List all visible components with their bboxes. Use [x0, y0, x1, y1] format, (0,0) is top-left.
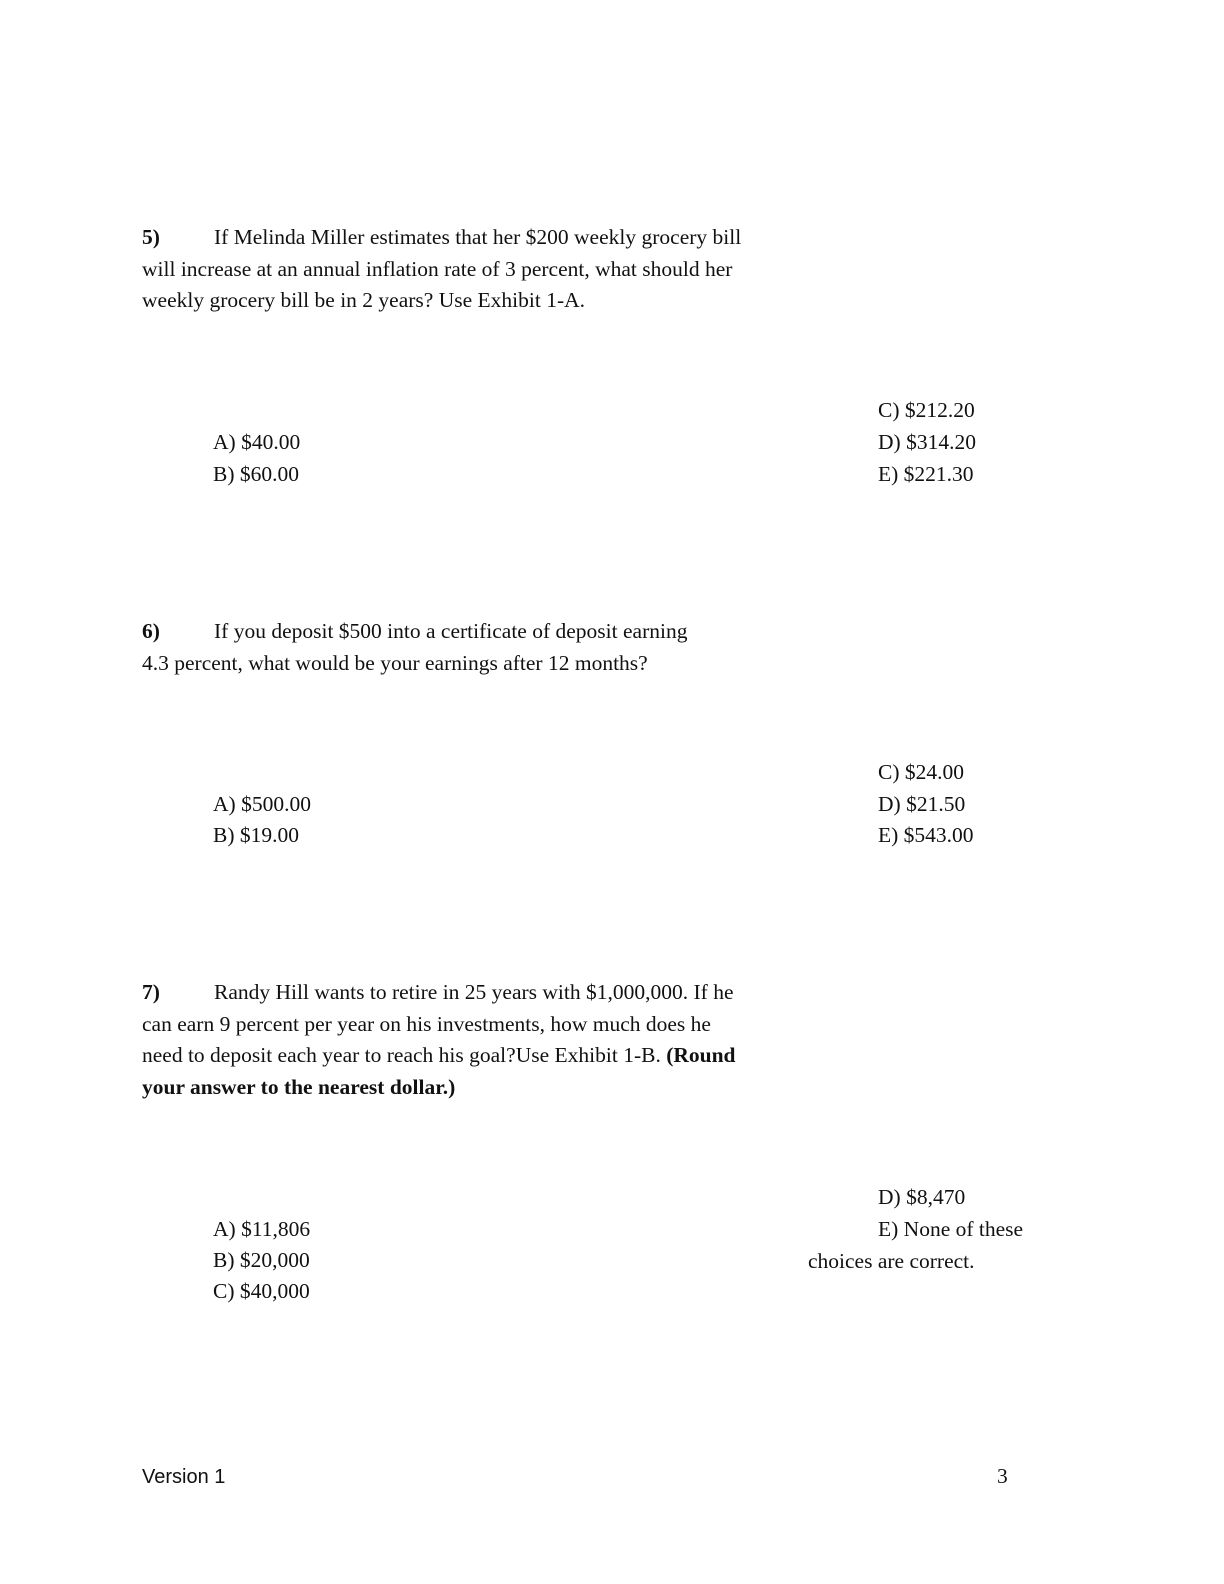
- choice-value: $21.50: [906, 792, 966, 816]
- choice-label: B): [213, 1248, 235, 1272]
- choice-label: A): [213, 1217, 236, 1241]
- choice-value: $40,000: [239, 1279, 310, 1303]
- question-number: 7): [142, 980, 160, 1004]
- choice-e[interactable]: [878, 459, 974, 491]
- choice-value: None of these: [903, 1217, 1024, 1241]
- choice-value: $20,000: [239, 1248, 310, 1272]
- question-number: 5): [142, 225, 160, 249]
- question-number: 6): [142, 619, 160, 643]
- question-6: [142, 616, 712, 679]
- choice-c[interactable]: [878, 757, 964, 789]
- choice-value: $212.20: [904, 398, 975, 422]
- choice-a[interactable]: [213, 1214, 310, 1246]
- question-text: Randy Hill wants to retire in 25 years with $1,000,000. If he can earn 9 percent per year on his investments, how much does he need to deposit each year to reach his goal?Use Exhibit 1-B.: [142, 980, 734, 1067]
- choice-label: D): [878, 1185, 901, 1209]
- choice-label: D): [878, 430, 901, 454]
- choice-value: $40.00: [241, 430, 301, 454]
- choice-value: $543.00: [903, 823, 974, 847]
- choice-label: A): [213, 792, 236, 816]
- choice-label: E): [878, 823, 899, 847]
- choice-a[interactable]: [213, 427, 300, 459]
- choice-b[interactable]: [213, 1245, 310, 1277]
- choice-d[interactable]: [878, 789, 965, 821]
- choice-label: C): [878, 398, 900, 422]
- choice-value: $8,470: [906, 1185, 966, 1209]
- choice-c[interactable]: [878, 395, 975, 427]
- choice-value: $60.00: [239, 462, 299, 486]
- choice-value: $221.30: [903, 462, 974, 486]
- choice-value: $24.00: [904, 760, 964, 784]
- choice-e[interactable]: [878, 820, 974, 852]
- question-5: [142, 222, 742, 317]
- choice-label: D): [878, 792, 901, 816]
- choice-value: $19.00: [239, 823, 299, 847]
- choice-c[interactable]: [213, 1276, 310, 1308]
- choice-value: $314.20: [906, 430, 976, 454]
- choice-d[interactable]: [878, 427, 976, 459]
- choice-value: $11,806: [241, 1217, 311, 1241]
- choice-b[interactable]: [213, 459, 299, 491]
- page-number: 3: [997, 1464, 1008, 1488]
- question-7: [142, 977, 742, 1103]
- choice-label: E): [878, 462, 899, 486]
- choice-label: C): [878, 760, 900, 784]
- choice-b[interactable]: [213, 820, 299, 852]
- choice-d[interactable]: [878, 1182, 965, 1214]
- choice-value: $500.00: [241, 792, 311, 816]
- choice-a[interactable]: [213, 789, 311, 821]
- question-text: If you deposit $500 into a certificate of deposit earning 4.3 percent, what would be your earnings after 12 months?: [142, 619, 688, 675]
- choice-label: C): [213, 1279, 235, 1303]
- choice-e[interactable]: [878, 1214, 1023, 1246]
- choice-e-continuation: choices are correct.: [808, 1249, 975, 1273]
- choice-label: A): [213, 430, 236, 454]
- choice-label: E): [878, 1217, 899, 1241]
- choice-label: B): [213, 823, 235, 847]
- question-text: If Melinda Miller estimates that her $200 weekly grocery bill will increase at an annual inflation rate of 3 percent, what should her weekly grocery bill be in 2 years? Use Exhibit 1-A.: [142, 225, 742, 312]
- choice-label: B): [213, 462, 235, 486]
- question-instruction: (Round your answer to the nearest dollar.): [142, 1043, 736, 1099]
- version-label: Version 1: [142, 1466, 226, 1488]
